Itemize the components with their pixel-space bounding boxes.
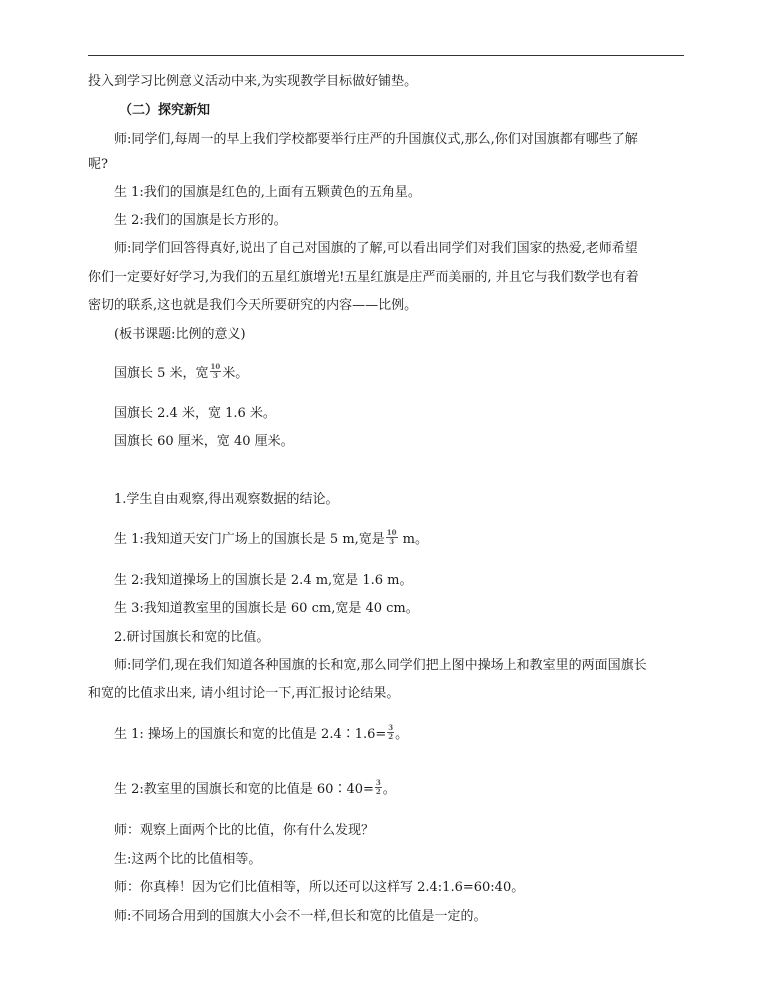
text-line: 国旗长 2.4 米，宽 1.6 米。 [114, 406, 276, 421]
text-line: 投入到学习比例意义活动中来,为实现教学目标做好铺垫。 [88, 74, 418, 89]
fraction-numerator: 10 [386, 528, 397, 537]
fraction [375, 779, 382, 796]
text-line [114, 528, 428, 548]
text-segment: 生 1: 操场上的国旗长和宽的比值是 2.4∶1.6= [114, 727, 387, 742]
text-line: 生 1:我们的国旗是红色的,上面有五颗黄色的五角星。 [114, 185, 421, 200]
text-segment: 米。 [222, 366, 249, 381]
text-line: 师：观察上面两个比的比值，你有什么发现？ [114, 823, 375, 838]
section-heading: （二）探究新知 [119, 103, 211, 118]
text-segment: 生 1:我知道天安门广场上的国旗长是 5 m,宽是 [114, 532, 385, 547]
fraction-numerator: 10 [210, 362, 221, 371]
text-line: (板书课题:比例的意义) [114, 327, 246, 342]
fraction-numerator: 3 [388, 723, 394, 732]
text-line: 生:这两个比的比值相等。 [114, 852, 262, 867]
fraction-denominator: 3 [212, 371, 218, 380]
text-line: 师:同学们,现在我们知道各种国旗的长和宽,那么同学们把上图中操场上和教室里的两面国旗长 [114, 658, 647, 673]
text-line: 师:同学们,每周一的早上我们学校都要举行庄严的升国旗仪式,那么,你们对国旗都有哪些了解 [114, 132, 638, 147]
text-line: 师:不同场合用到的国旗大小会不一样,但长和宽的比值是一定的。 [114, 909, 487, 924]
text-line: 生 2:我知道操场上的国旗长是 2.4 m,宽是 1.6 m。 [114, 573, 413, 588]
fraction-denominator: 3 [389, 537, 395, 546]
text-line: 师:同学们回答得真好,说出了自己对国旗的了解,可以看出同学们对我们国家的热爱,老师希望 [114, 241, 638, 256]
text-segment: 国旗长 5 米，宽 [114, 366, 209, 381]
text-line: 国旗长 60 厘米，宽 40 厘米。 [114, 434, 294, 449]
text-line: 2.研讨国旗长和宽的比值。 [114, 630, 270, 645]
text-line [114, 778, 396, 798]
text-line [114, 723, 409, 743]
fraction [210, 363, 222, 380]
text-line [114, 362, 249, 382]
text-line: 生 3:我知道教室里的国旗长是 60 cm,宽是 40 cm。 [114, 601, 419, 616]
text-segment: 。 [382, 782, 396, 797]
text-segment: 。 [395, 727, 409, 742]
text-segment: 生 2:教室里的国旗长和宽的比值是 60∶40= [114, 782, 374, 797]
fraction-denominator: 2 [375, 787, 381, 796]
fraction-denominator: 2 [388, 732, 394, 741]
fraction-numerator: 3 [375, 778, 381, 787]
text-segment: m。 [398, 532, 428, 547]
text-line: 生 2:我们的国旗是长方形的。 [114, 213, 287, 228]
header-rule [88, 55, 684, 56]
text-line: 师：你真棒！因为它们比值相等，所以还可以这样写 2.4:1.6=60:40。 [114, 880, 525, 895]
text-line: 呢? [88, 157, 108, 172]
fraction [386, 529, 398, 546]
text-line: 密切的联系,这也就是我们今天所要研究的内容——比例。 [88, 298, 418, 313]
text-line: 1.学生自由观察,得出观察数据的结论。 [114, 492, 339, 507]
fraction [387, 724, 394, 741]
text-line: 你们一定要好好学习,为我们的五星红旗增光!五星红旗是庄严而美丽的, 并且它与我们数学也有着 [88, 270, 639, 285]
text-line: 和宽的比值求出来, 请小组讨论一下,再汇报讨论结果。 [88, 686, 400, 701]
